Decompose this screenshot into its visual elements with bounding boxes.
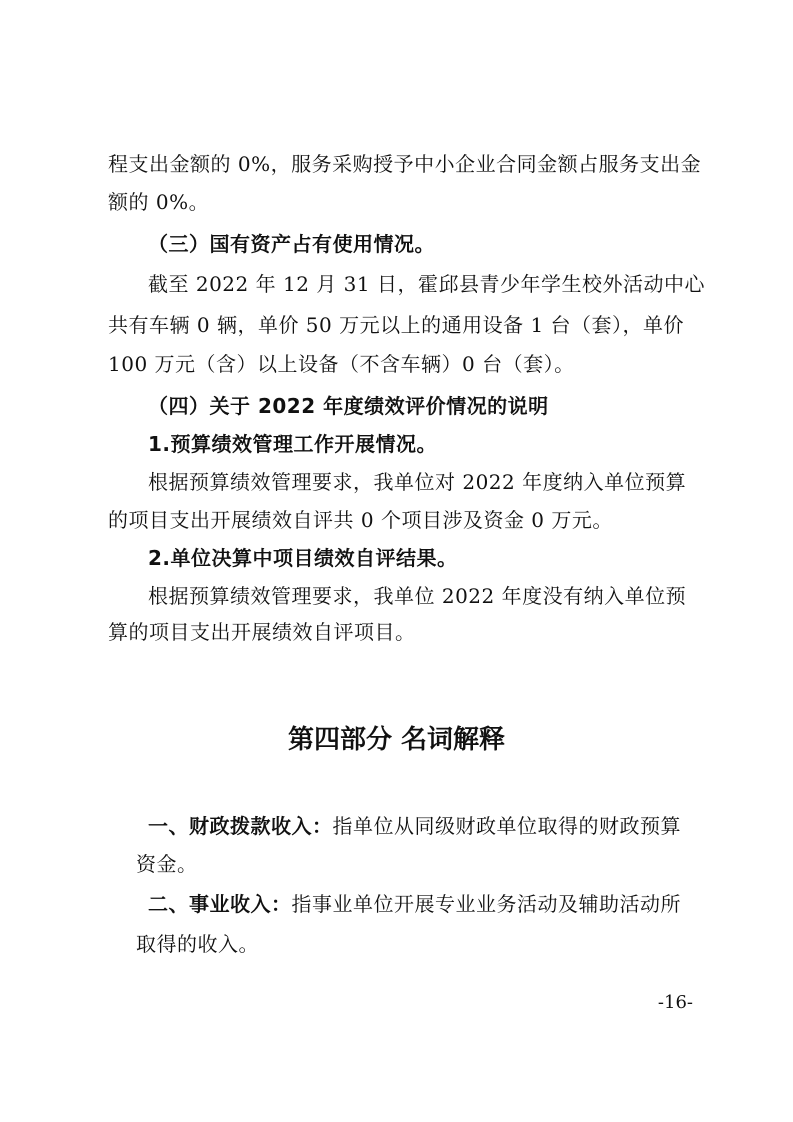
term-text: 指事业单位开展专业业务活动及辅助活动所: [291, 892, 681, 916]
page-number: -16-: [657, 992, 693, 1013]
subsection-heading-1: 1.预算绩效管理工作开展情况。: [148, 432, 438, 456]
term-label: 二、事业收入：: [148, 892, 292, 916]
paragraph-line: 资金。: [136, 852, 198, 876]
subsection-heading-2: 2.单位决算中项目绩效自评结果。: [148, 546, 458, 570]
part-title: 第四部分 名词解释: [287, 725, 506, 755]
paragraph-line: 额的 0%。: [108, 190, 210, 214]
section-heading-assets: （三）国有资产占有使用情况。: [148, 232, 435, 256]
paragraph-line: 根据预算绩效管理要求，我单位 2022 年度没有纳入单位预: [148, 584, 687, 608]
paragraph-line: 截至 2022 年 12 月 31 日，霍邱县青少年学生校外活动中心: [148, 272, 705, 296]
term-definition: [148, 892, 681, 916]
section-heading-performance: （四）关于 2022 年度绩效评价情况的说明: [148, 394, 549, 418]
paragraph-line: 程支出金额的 0%，服务采购授予中小企业合同金额占服务支出金: [108, 152, 702, 176]
paragraph-line: 根据预算绩效管理要求，我单位对 2022 年度纳入单位预算: [148, 470, 687, 494]
paragraph-line: 100 万元（含）以上设备（不含车辆）0 台（套）。: [108, 352, 575, 376]
paragraph-line: 算的项目支出开展绩效自评项目。: [108, 620, 416, 644]
term-definition: [148, 814, 681, 838]
paragraph-line: 的项目支出开展绩效自评共 0 个项目涉及资金 0 万元。: [108, 508, 613, 532]
term-label: 一、财政拨款收入：: [148, 814, 333, 838]
term-text: 指单位从同级财政单位取得的财政预算: [332, 814, 681, 838]
paragraph-line: 取得的收入。: [136, 932, 259, 956]
paragraph-line: 共有车辆 0 辆，单价 50 万元以上的通用设备 1 台（套），单价: [108, 313, 685, 337]
